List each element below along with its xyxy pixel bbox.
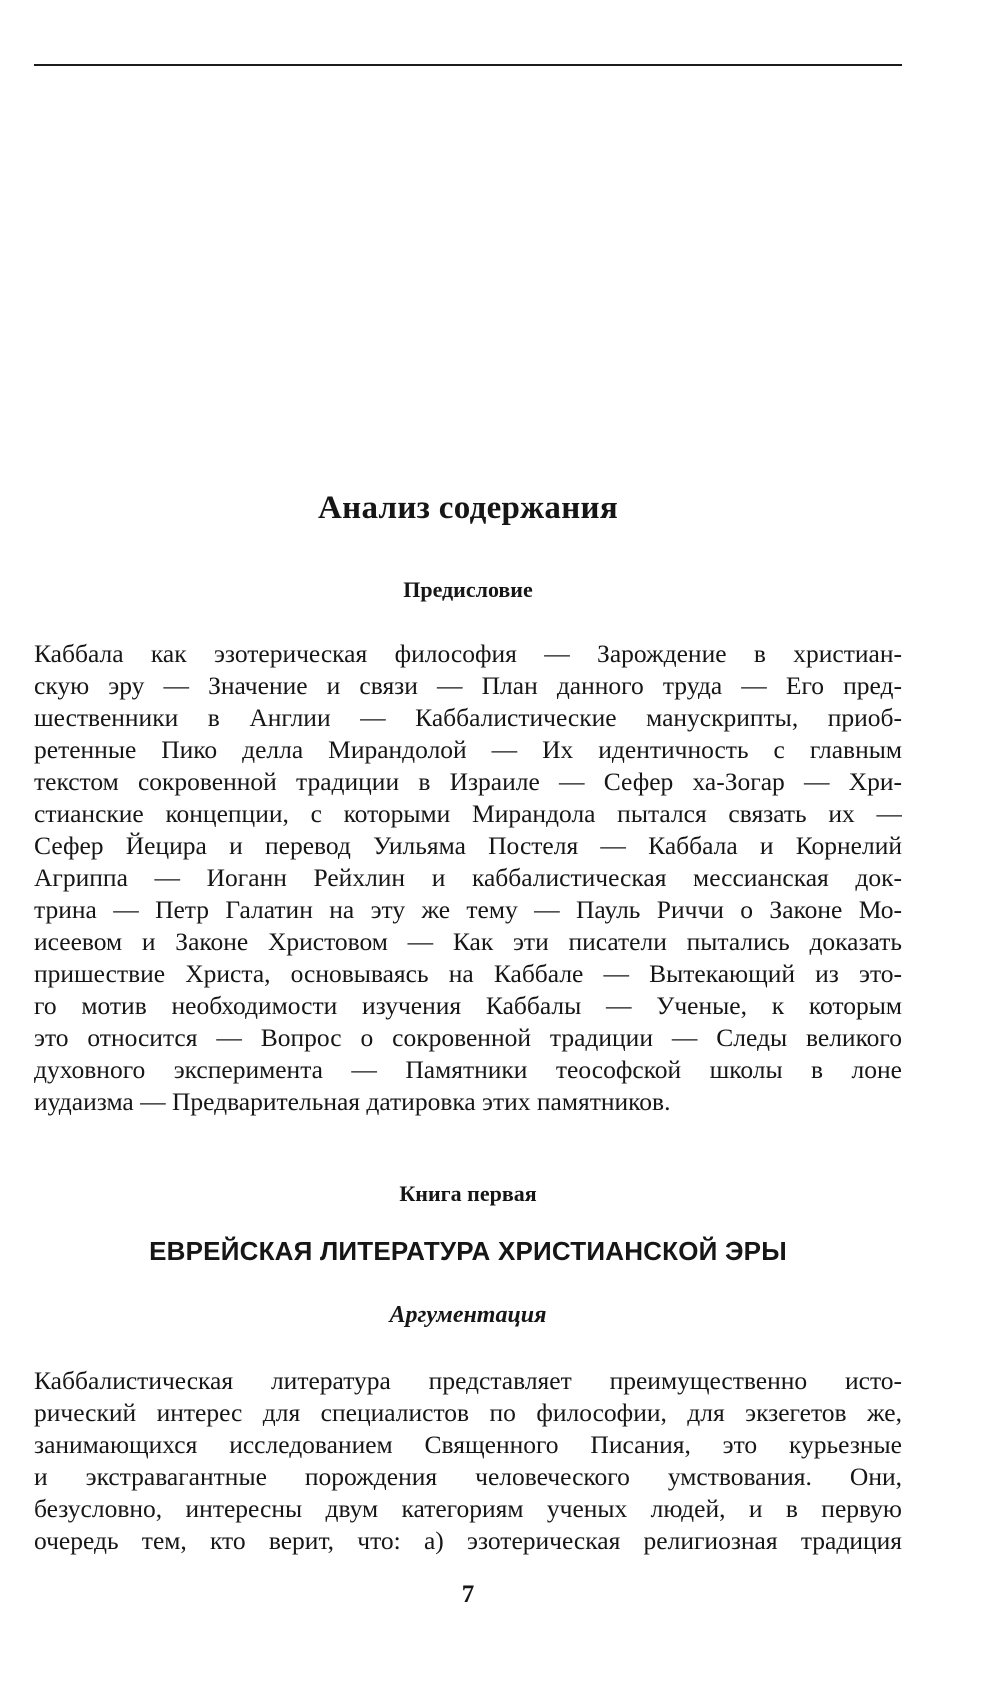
- text-line: стианские концепции, с которыми Мирандола пытался связать их —: [34, 799, 902, 828]
- page-number: 7: [461, 1581, 475, 1608]
- text-line: скую эру — Значение и связи — План данного труда — Его пред-: [34, 671, 902, 700]
- text-line: духовного эксперимента — Памятники теософской школы в лоне: [34, 1055, 902, 1084]
- book-label: Книга первая: [399, 1181, 537, 1206]
- text-line: Сефер Йецира и перевод Уильяма Постеля — Каббала и Корнелий: [34, 831, 902, 860]
- text-line: занимающихся исследованием Священного Писания, это курьезные: [34, 1430, 902, 1459]
- text-line: безусловно, интересны двум категориям ученых людей, и в первую: [34, 1494, 902, 1523]
- text-line: шественники в Англии — Каббалистические манускрипты, приоб-: [34, 703, 902, 732]
- section-heading-preface: Предисловие: [403, 577, 533, 602]
- text-line: Каббалистическая литература представляет преимущественно исто-: [34, 1366, 902, 1395]
- preface-paragraph: [34, 638, 902, 1118]
- text-line: исеевом и Законе Христовом — Как эти писатели пытались доказать: [34, 927, 902, 956]
- text-line: трина — Петр Галатин на эту же тему — Пауль Риччи о Законе Мо-: [34, 895, 902, 924]
- text-line: и экстравагантные порождения человеческого умствования. Они,: [34, 1462, 902, 1491]
- header-rule: [34, 64, 902, 66]
- text-line: очередь тем, кто верит, что: а) эзотерическая религиозная традиция: [34, 1526, 902, 1555]
- text-line: Агриппа — Иоганн Рейхлин и каббалистическая мессианская док-: [34, 863, 902, 892]
- text-line: это относится — Вопрос о сокровенной традиции — Следы великого: [34, 1023, 902, 1052]
- book-title: ЕВРЕЙСКАЯ ЛИТЕРАТУРА ХРИСТИАНСКОЙ ЭРЫ: [149, 1236, 787, 1266]
- argument-heading: Аргументация: [389, 1302, 547, 1328]
- text-line: ретенные Пико делла Мирандолой — Их идентичность с главным: [34, 735, 902, 764]
- text-line: Каббала как эзотерическая философия — Зарождение в христиан-: [34, 639, 902, 668]
- text-line: текстом сокровенной традиции в Израиле — Сефер ха-Зогар — Хри-: [34, 767, 902, 796]
- text-line: рический интерес для специалистов по философии, для экзегетов же,: [34, 1398, 902, 1427]
- text-line: го мотив необходимости изучения Каббалы — Ученые, к которым: [34, 991, 902, 1020]
- text-line: иудаизма — Предварительная датировка этих памятников.: [34, 1087, 671, 1116]
- page-title: Анализ содержания: [318, 490, 618, 526]
- text-line: пришествие Христа, основываясь на Каббале — Вытекающий из это-: [34, 959, 902, 988]
- argument-paragraph: [34, 1365, 902, 1557]
